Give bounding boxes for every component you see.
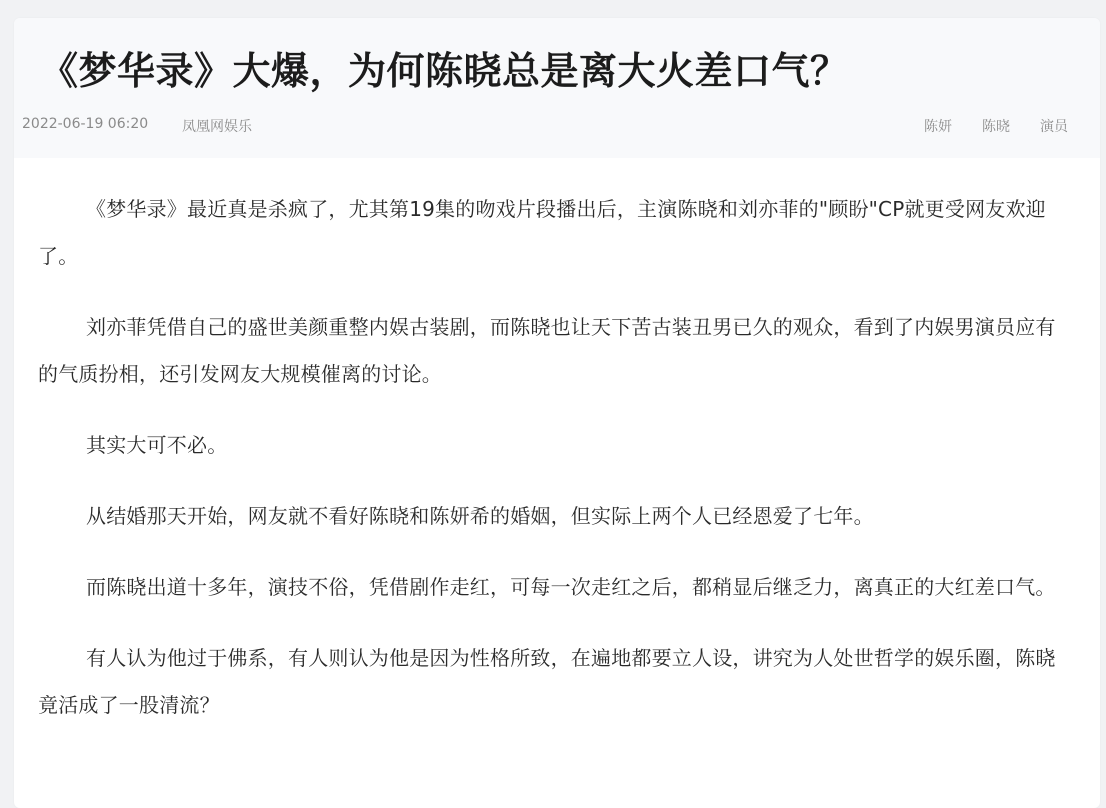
- paragraph-3: 其实大可不必。: [86, 433, 228, 457]
- article-meta: [22, 114, 1092, 138]
- article-title: 《梦华录》大爆，为何陈晓总是离大火差口气？: [40, 49, 849, 93]
- tag-chen-yan[interactable]: 陈妍: [924, 119, 952, 135]
- paragraph-5: 而陈晓出道十多年，演技不俗，凭借剧作走红，可每一次走红之后，都稍显后继乏力，离真正的大红差口气。: [86, 575, 1056, 599]
- tag-actor[interactable]: 演员: [1040, 119, 1068, 135]
- article-header: [14, 18, 1100, 158]
- article-source[interactable]: 凤凰网娱乐: [182, 119, 252, 135]
- tag-list: [924, 116, 1068, 136]
- publish-date: 2022-06-19 06:20: [22, 116, 149, 132]
- paragraph-4: 从结婚那天开始，网友就不看好陈晓和陈妍希的婚姻，但实际上两个人已经恩爱了七年。: [86, 504, 874, 528]
- tag-chen-xiao[interactable]: 陈晓: [982, 119, 1010, 135]
- article-body: [38, 186, 1068, 753]
- article-card: [14, 18, 1100, 808]
- paragraph-1: 《梦华录》最近真是杀疯了，尤其第19集的吻戏片段播出后，主演陈晓和刘亦菲的"顾盼"CP就更受网友欢迎了。: [38, 197, 1046, 268]
- paragraph-6: 有人认为他过于佛系，有人则认为他是因为性格所致，在遍地都要立人设，讲究为人处世哲学的娱乐圈，陈晓竟活成了一股清流？: [38, 646, 1056, 717]
- paragraph-2: 刘亦菲凭借自己的盛世美颜重整内娱古装剧，而陈晓也让天下苦古装丑男已久的观众，看到了内娱男演员应有的气质扮相，还引发网友大规模催离的讨论。: [38, 315, 1056, 386]
